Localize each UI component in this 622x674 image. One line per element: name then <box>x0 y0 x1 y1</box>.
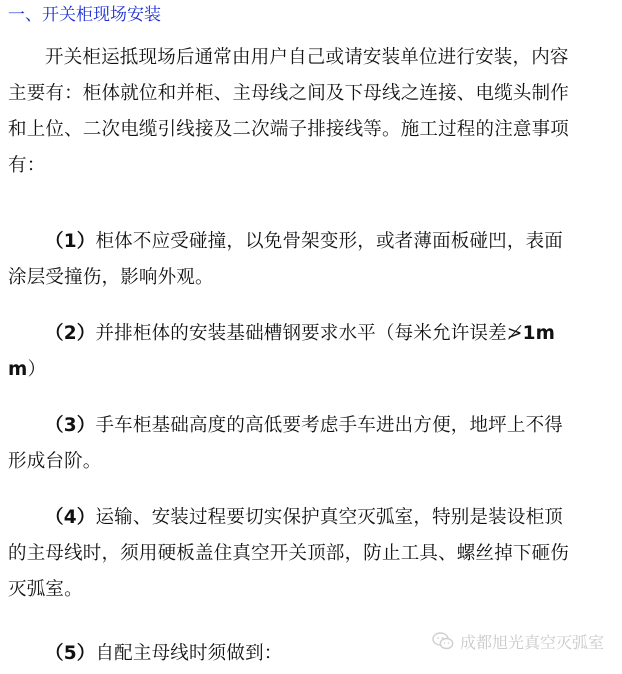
note-item-1 <box>8 224 614 296</box>
section-heading: 一、开关柜现场安装 <box>8 5 161 25</box>
intro-line: 有： <box>8 155 46 176</box>
item-text: 手车柜基础高度的高低要考虑手车进出方便，地坪上不得 <box>95 415 563 436</box>
item-text: 自配主母线时须做到： <box>95 643 283 664</box>
item-text: 的主母线时，须用硬板盖住真空开关顶部，防止工具、螺丝掉下砸伤 <box>8 543 570 564</box>
item-text: ） <box>27 359 47 380</box>
item-unit: m <box>8 359 28 380</box>
item-number: （1） <box>45 231 96 252</box>
note-item-3 <box>8 408 614 480</box>
item-text: 柜体不应受碰撞，以免骨架变形，或者薄面板碰凹，表面 <box>95 231 563 252</box>
intro-paragraph <box>8 40 614 184</box>
item-text: 运输、安装过程要切实保护真空灭弧室，特别是装设柜顶 <box>95 507 563 528</box>
watermark <box>432 628 604 654</box>
item-number: （5） <box>45 643 96 664</box>
item-unit: 1m <box>522 323 556 344</box>
item-text: 形成台阶。 <box>8 451 102 472</box>
note-item-4 <box>8 500 614 608</box>
wechat-icon <box>432 632 454 650</box>
note-item-2 <box>8 316 614 388</box>
watermark-text: 成都旭光真空灭弧室 <box>459 632 604 652</box>
item-text: 并排柜体的安装基础槽钢要求水平（每米允许误差≯ <box>95 323 523 344</box>
item-number: （4） <box>45 507 96 528</box>
item-number: （3） <box>45 415 96 436</box>
intro-line: 主要有：柜体就位和并柜、主母线之间及下母线之连接、电缆头制作 <box>8 83 570 104</box>
item-text: 灭弧室。 <box>8 579 83 600</box>
item-text: 涂层受撞伤，影响外观。 <box>8 267 214 288</box>
intro-line: 开关柜运抵现场后通常由用户自己或请安装单位进行安装，内容 <box>45 47 569 68</box>
item-number: （2） <box>45 323 96 344</box>
intro-line: 和上位、二次电缆引线接及二次端子排接线等。施工过程的注意事项 <box>8 119 570 140</box>
